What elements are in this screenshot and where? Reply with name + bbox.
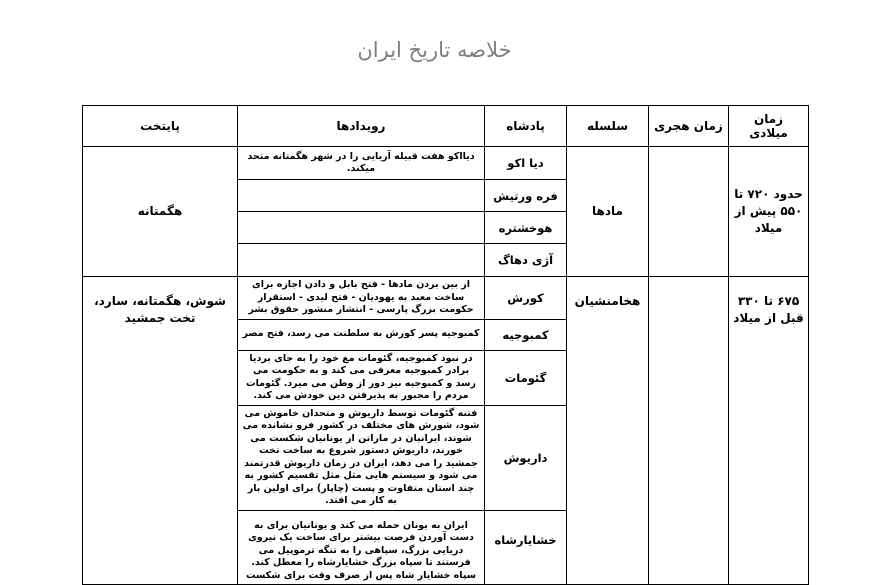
event-cell: از بین بردن مادها - فتح بابل و دادن اجازه برای ساخت معبد به یهودیان - فتح لیدی - استقرار حکومت بزرگ پارسی - انتشار منشور حقوق بشر [238,277,485,320]
achaemenid-gregorian: ۶۷۵ تا ۳۳۰ قبل از میلاد [729,277,809,585]
event-cell [238,212,485,244]
king-cell: دیا اکو [485,147,567,180]
event-cell [238,180,485,212]
king-cell: فره ورتیش [485,180,567,212]
king-cell: داریوش [485,405,567,510]
king-cell: آژی دهاگ [485,244,567,277]
king-cell: گئومات [485,350,567,405]
achaemenid-capital: شوش، هگمتانه، سارد، تخت جمشید [83,277,238,585]
medes-gregorian: حدود ۷۲۰ تا ۵۵۰ پیش از میلاد [729,147,809,277]
medes-hijri [649,147,729,277]
king-cell: کمبوجیه [485,319,567,350]
header-capital: پایتخت [83,106,238,147]
header-gregorian: زمان میلادی [729,106,809,147]
event-cell [238,244,485,277]
table-row [83,277,809,320]
medes-capital: هگمتانه [83,147,238,277]
history-table [82,105,809,585]
header-king: پادشاه [485,106,567,147]
event-cell: در نبود کمبوجیه، گئومات مغ خود را به جای بردیا برادر کمبوجیه معرفی می کند و به حکومت می رسد و کمبوجیه نیز دور از وطن می میرد. گئومات مردم را مجبور به پذیرفتن دین خودش می کند. [238,350,485,405]
table-row [83,147,809,180]
header-dynasty: سلسله [567,106,649,147]
event-cell: ایران به یونان حمله می کند و یونانیان برای به دست آوردن فرصت بیشتر برای ساخت یک نیروی دریایی بزرگ، سپاهی را به تنگه ترموپیل می فرستند تا سپاه بزرگ خشایارشاه را معطل کند. سپاه خشایار شاه پس از صرف وقت برای شکست [238,510,485,585]
table-header-row [83,106,809,147]
page-title: خلاصه تاریخ ایران [357,38,512,62]
event-cell: دیااکو هفت قبیله آریایی را در شهر هگمتانه متحد میکند. [238,147,485,180]
achaemenid-dynasty: هخامنشیان [567,277,649,585]
medes-dynasty: مادها [567,147,649,277]
king-cell: کورش [485,277,567,320]
king-cell: هوخشتره [485,212,567,244]
header-hijri: زمان هجری [649,106,729,147]
header-events: رویدادها [238,106,485,147]
achaemenid-hijri [649,277,729,585]
event-cell: کمبوجیه پسر کورش به سلطنت می رسد، فتح مصر [238,319,485,350]
event-cell: فتنه گئومات توسط داریوش و متحدان خاموش می شود، شورش های مختلف در کشور فرو نشانده می شوند، ایرانیان در ماراتن از یونانیان شکست می خورند، داریوش دستور شروع به ساخت تخت جمشید را می دهد، ایران در زمان داریوش قدرتمند می شود و سیستم هایی مثل مثل تقسیم کشور به چند استان متفاوت و پست (چاپار) برای اولین بار به کار می افتد. [238,405,485,510]
king-cell: خشایارشاه [485,510,567,585]
